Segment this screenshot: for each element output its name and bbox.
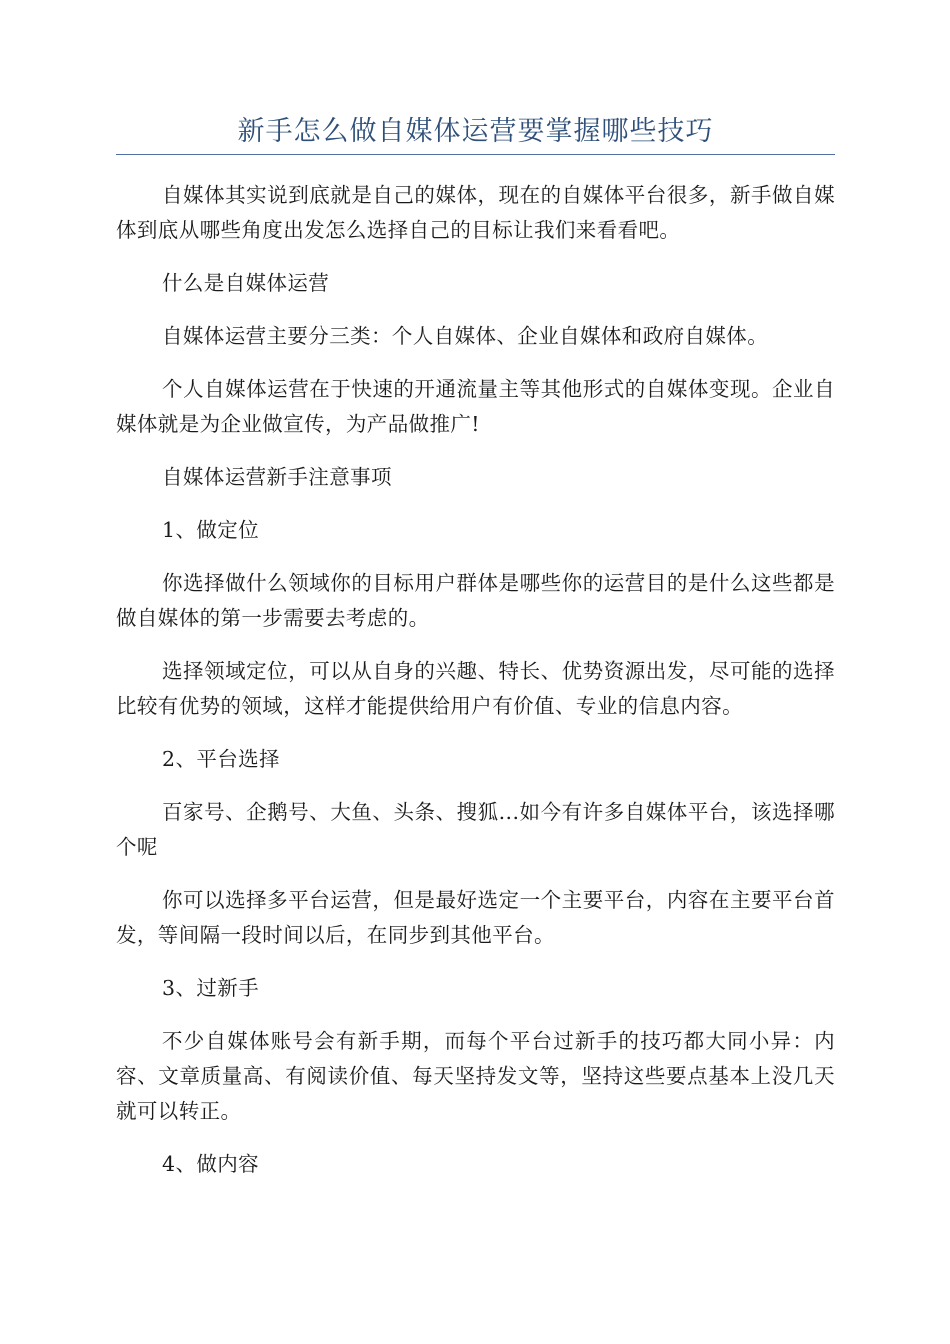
section-heading-notes: 自媒体运营新手注意事项 <box>162 465 392 489</box>
list-heading-3: 3、过新手 <box>162 976 260 1000</box>
body-paragraph: 个人自媒体运营在于快速的开通流量主等其他形式的自媒体变现。企业自媒体就是为企业做宣传，为产品做推广! <box>116 377 835 436</box>
list-heading-4: 4、做内容 <box>162 1152 260 1176</box>
body-paragraph: 不少自媒体账号会有新手期，而每个平台过新手的技巧都大同小异：内容、文章质量高、有阅读价值、每天坚持发文等，坚持这些要点基本上没几天就可以转正。 <box>116 1029 835 1123</box>
document-title: 新手怎么做自媒体运营要掌握哪些技巧 <box>237 116 714 147</box>
body-paragraph: 自媒体运营主要分三类：个人自媒体、企业自媒体和政府自媒体。 <box>162 324 769 348</box>
body-paragraph: 你可以选择多平台运营，但是最好选定一个主要平台，内容在主要平台首发，等间隔一段时间以后，在同步到其他平台。 <box>116 888 835 947</box>
section-heading-what-is: 什么是自媒体运营 <box>162 271 330 295</box>
document-body <box>116 178 835 1200</box>
list-heading-1: 1、做定位 <box>162 518 260 542</box>
body-paragraph: 你选择做什么领域你的目标用户群体是哪些你的运营目的是什么这些都是做自媒体的第一步需要去考虑的。 <box>116 571 835 630</box>
title-underline <box>116 154 835 155</box>
body-paragraph: 百家号、企鹅号、大鱼、头条、搜狐...如今有许多自媒体平台，该选择哪个呢 <box>116 800 835 859</box>
body-paragraph: 选择领域定位，可以从自身的兴趣、特长、优势资源出发，尽可能的选择比较有优势的领域，这样才能提供给用户有价值、专业的信息内容。 <box>116 659 835 718</box>
list-heading-2: 2、平台选择 <box>162 747 280 771</box>
intro-paragraph: 自媒体其实说到底就是自己的媒体，现在的自媒体平台很多，新手做自媒体到底从哪些角度出发怎么选择自己的目标让我们来看看吧。 <box>116 183 835 242</box>
